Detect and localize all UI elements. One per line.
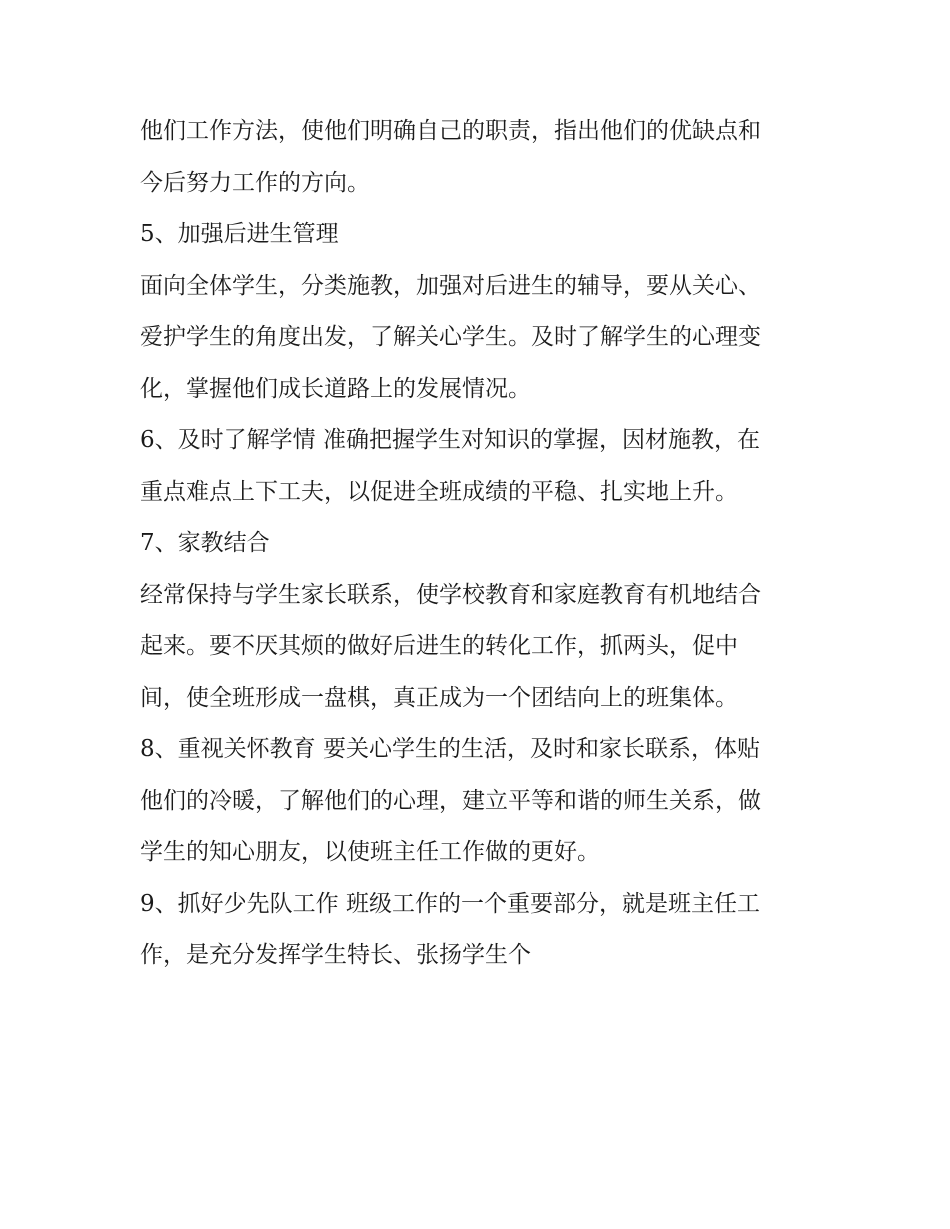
text-line: 面向全体学生，分类施教，加强对后进生的辅导，要从关心、 <box>140 272 761 299</box>
text-line: 起来。要不厌其烦的做好后进生的转化工作，抓两头，促中 <box>140 633 738 659</box>
text-line: 间，使全班形成一盘棋，真正成为一个团结向上的班集体。 <box>140 684 738 711</box>
section-heading: 7、家教结合 <box>140 530 270 556</box>
text-line: 他们工作方法，使他们明确自己的职责，指出他们的优缺点和 <box>140 118 761 144</box>
document-body <box>140 106 820 982</box>
text-line: 作，是充分发挥学生特长、张扬学生个 <box>140 942 531 968</box>
text-line: 爱护学生的角度出发，了解关心学生。及时了解学生的心理变 <box>140 324 761 350</box>
text-line: 重点难点上下工夫，以促进全班成绩的平稳、扎实地上升。 <box>140 478 738 505</box>
section-heading: 5、加强后进生管理 <box>140 221 339 247</box>
section-heading: 6、及时了解学情 准确把握学生对知识的掌握，因材施教，在 <box>140 427 760 453</box>
text-line: 学生的知心朋友，以使班主任工作做的更好。 <box>140 839 600 865</box>
text-line: 经常保持与学生家长联系，使学校教育和家庭教育有机地结合 <box>140 581 761 608</box>
section-heading: 9、抓好少先队工作 班级工作的一个重要部分，就是班主任工 <box>140 890 760 917</box>
text-line: 化，掌握他们成长道路上的发展情况。 <box>140 375 531 402</box>
section-heading: 8、重视关怀教育 要关心学生的生活，及时和家长联系，体贴 <box>140 736 760 762</box>
text-line: 他们的冷暖，了解他们的心理，建立平等和谐的师生关系，做 <box>140 787 761 814</box>
text-line: 今后努力工作的方向。 <box>140 169 370 196</box>
